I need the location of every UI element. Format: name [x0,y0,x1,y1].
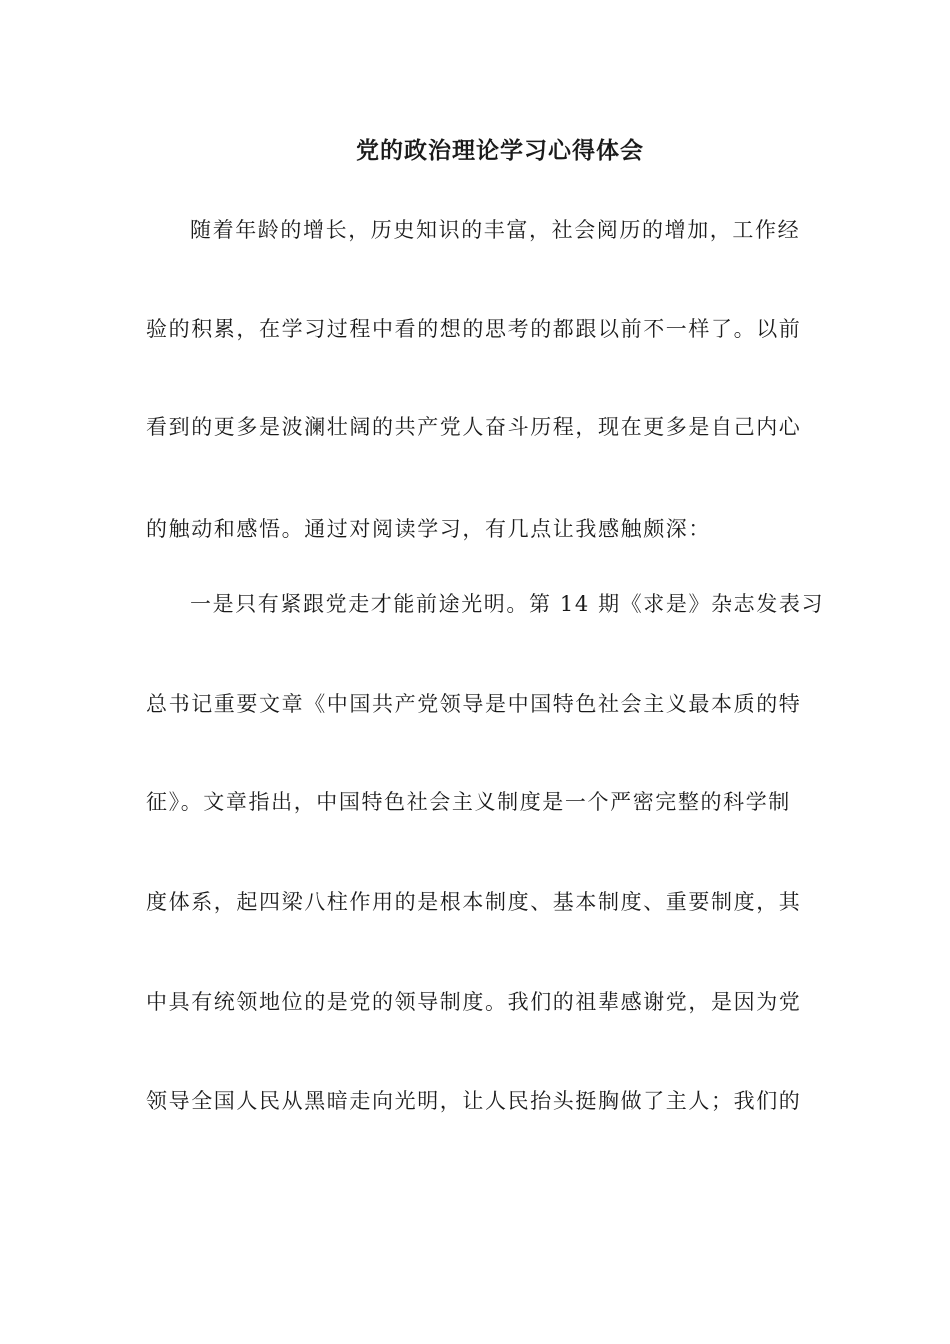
paragraph-line: 领导全国人民从黑暗走向光明，让人民抬头挺胸做了主人；我们的 [146,1089,802,1113]
paragraph-line: 征》。文章指出，中国特色社会主义制度是一个严密完整的科学制 [146,790,791,814]
paragraph-line: 看到的更多是波澜壮阔的共产党人奋斗历程，现在更多是自己内心 [146,415,802,439]
paragraph-line: 的触动和感悟。通过对阅读学习，有几点让我感触颇深： [146,517,711,541]
document-title: 党的政治理论学习心得体会 [356,137,644,164]
paragraph-line: 一是只有紧跟党走才能前途光明。第 14 期《求是》杂志发表习 [190,592,825,616]
paragraph-line: 度体系，起四梁八柱作用的是根本制度、基本制度、重要制度，其 [146,890,802,914]
paragraph-line: 总书记重要文章《中国共产党领导是中国特色社会主义最本质的特 [146,692,802,716]
paragraph-line: 验的积累，在学习过程中看的想的思考的都跟以前不一样了。以前 [146,317,802,341]
paragraph-line: 中具有统领地位的是党的领导制度。我们的祖辈感谢党，是因为党 [146,990,802,1014]
paragraph-line: 随着年龄的增长，历史知识的丰富，社会阅历的增加，工作经 [190,218,801,242]
